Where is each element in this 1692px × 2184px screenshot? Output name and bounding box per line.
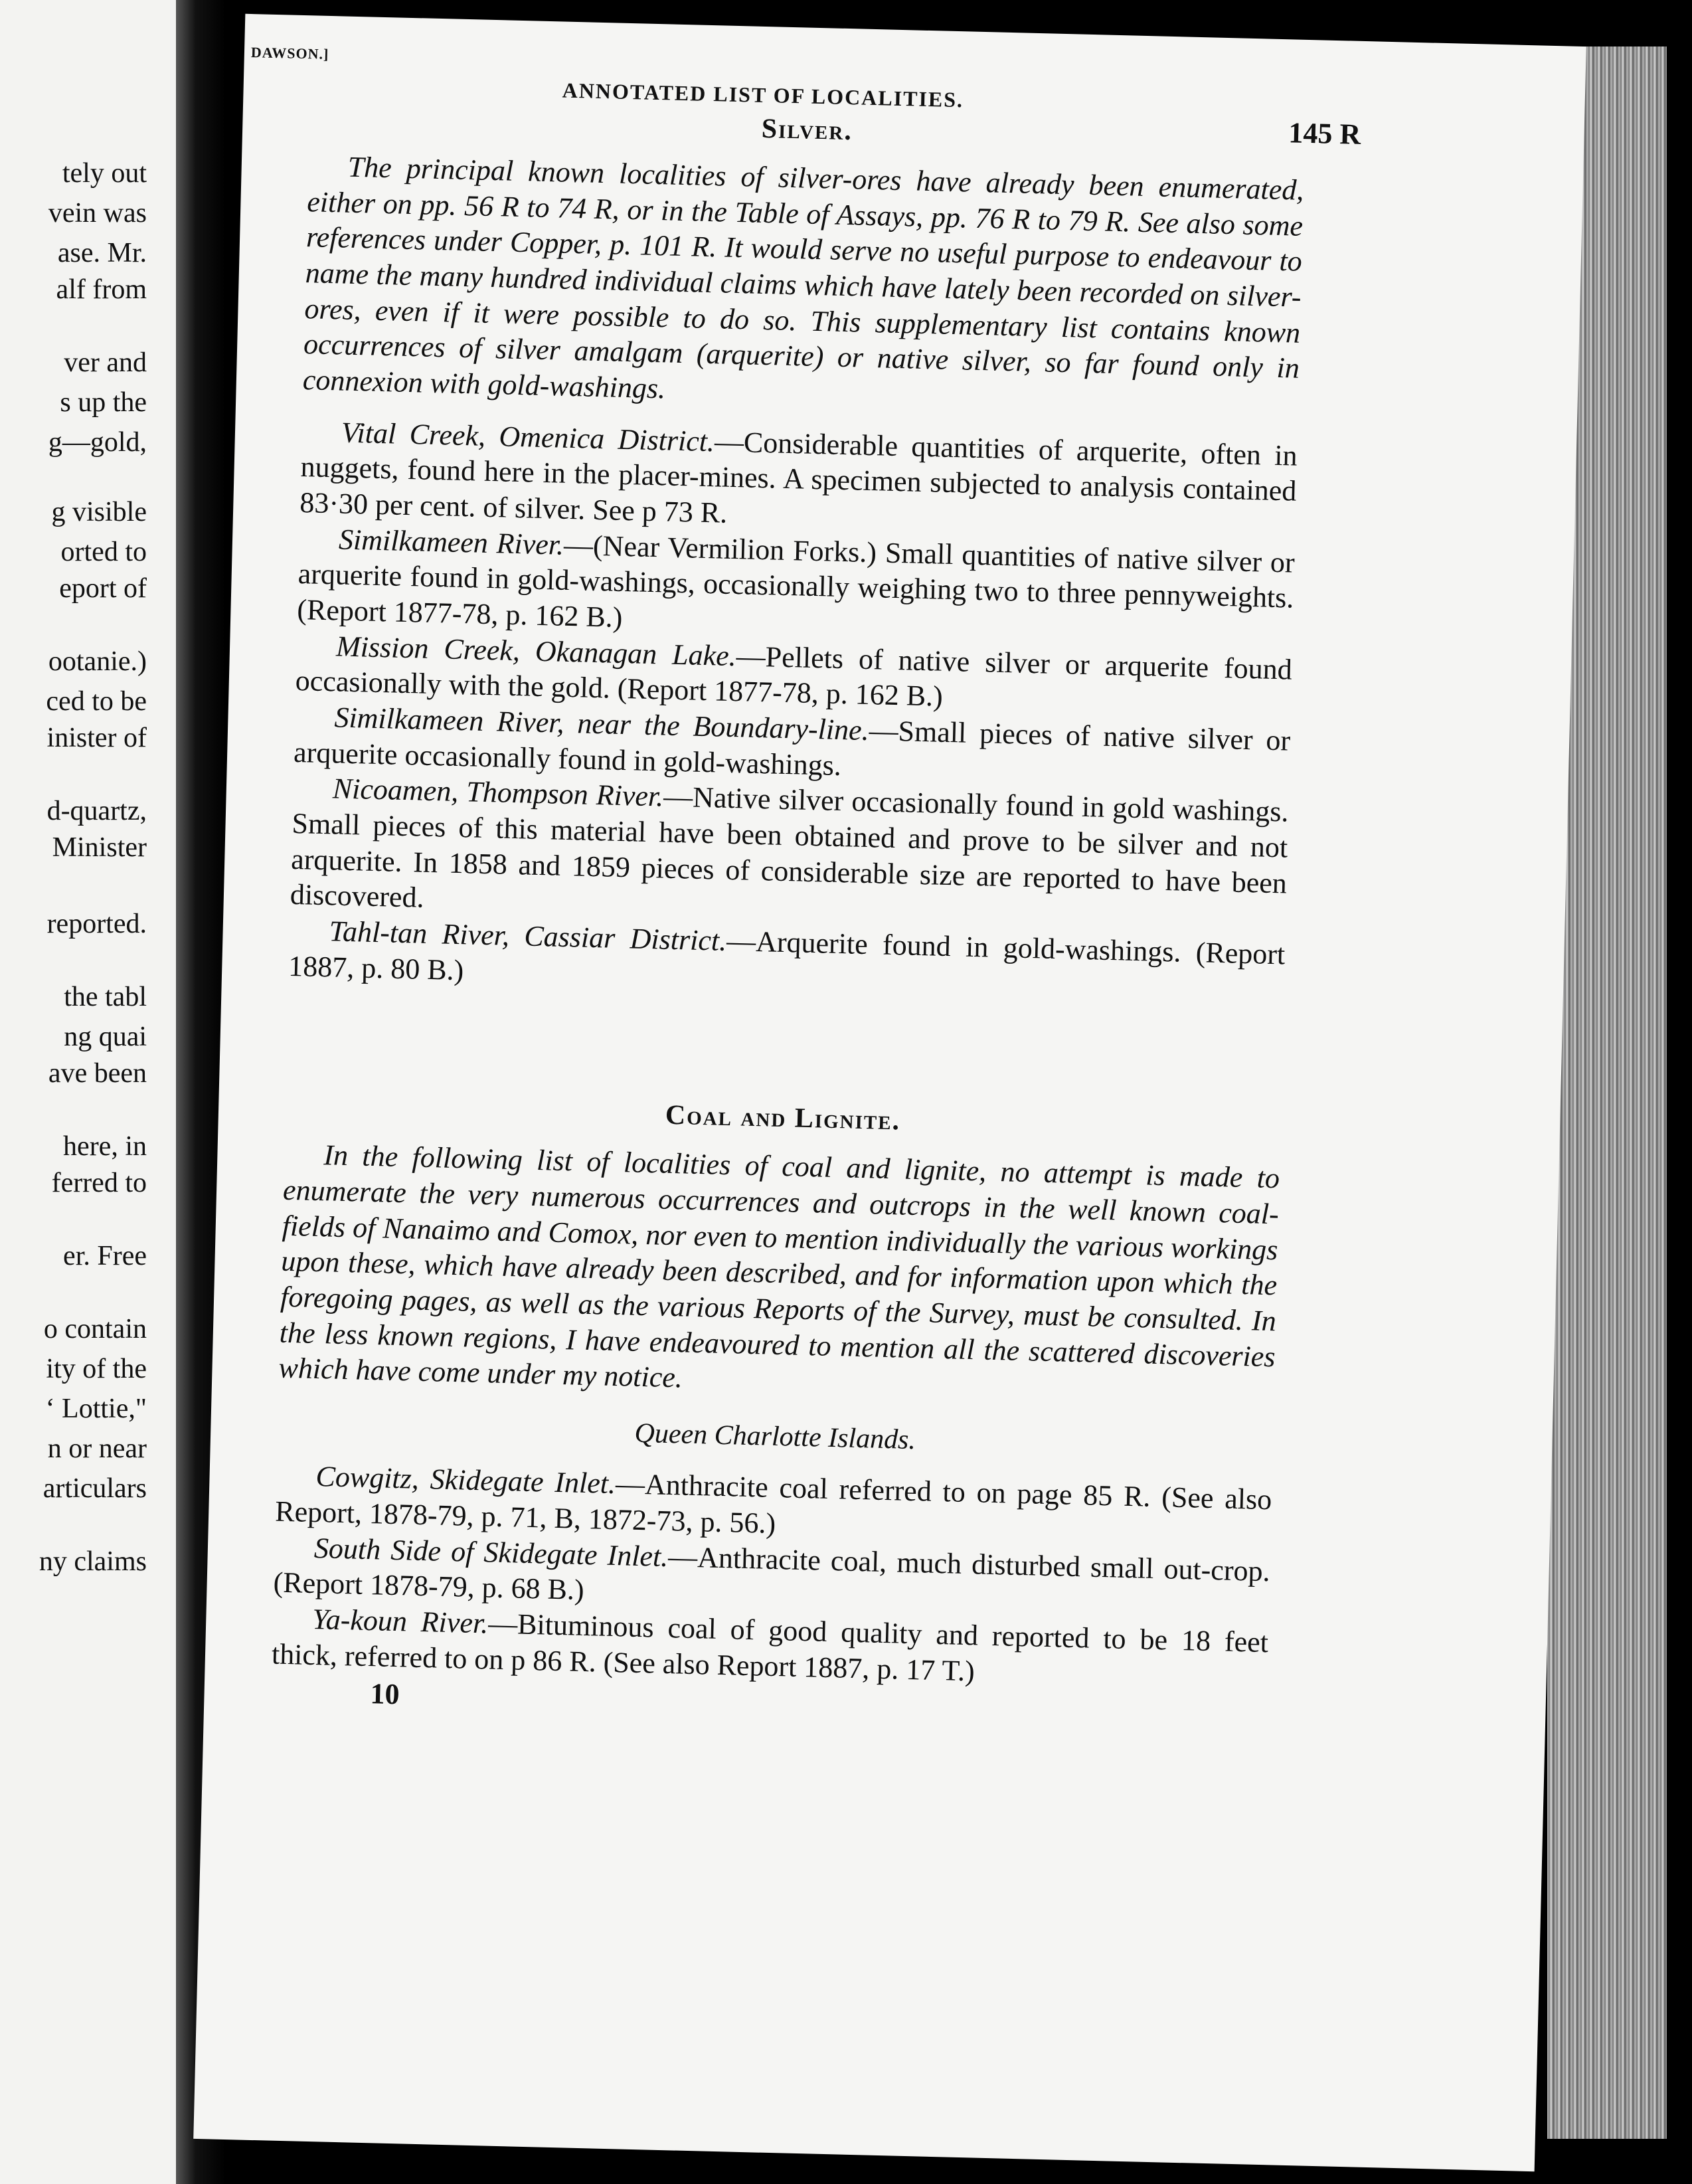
author-header: DAWSON.] — [250, 44, 329, 62]
facing-page-text-fragment: vein was — [48, 198, 147, 228]
facing-page-text-fragment: alf from — [56, 274, 147, 305]
signature-mark: 10 — [370, 1677, 400, 1711]
book-page — [193, 14, 1586, 2171]
facing-page-text-fragment: the tabl — [64, 982, 147, 1012]
locality-name: Nicoamen, Thompson River. — [332, 772, 664, 813]
locality-description: —Pellets of native silver or arquerite found occasionally with the gold. (Report 1877-78, p. 162 B.) — [295, 639, 1293, 713]
facing-page-text-fragment: ase. Mr. — [57, 238, 147, 268]
locality-name: Vital Creek, Omenica District. — [341, 416, 715, 458]
facing-page-text-fragment: here, in — [63, 1131, 147, 1162]
facing-page-text-fragment: ity of the — [46, 1354, 147, 1384]
facing-page-text-fragment: articulars — [42, 1473, 147, 1504]
facing-page-text-fragment: d-quartz, — [46, 796, 147, 826]
facing-page-text-fragment: ootanie.) — [48, 646, 147, 677]
facing-page-text-fragment: o contain — [43, 1314, 147, 1344]
locality-description: —Bituminous coal of good quality and reported to be 18 feet thick, referred to on p 86 R. (See also Report 1887, p. 17 T.) — [271, 1607, 1269, 1687]
section-title-coal: Coal and Lignite. — [665, 1100, 901, 1137]
facing-page-text-fragment: ave been — [48, 1058, 147, 1089]
facing-page-text-fragment: n or near — [47, 1433, 147, 1464]
running-title: ANNOTATED LIST OF LOCALITIES. — [562, 78, 964, 112]
locality-name: Cowgitz, Skidegate Inlet. — [315, 1460, 616, 1501]
facing-page-text-fragment: ‘ Lottie," — [45, 1394, 147, 1424]
locality-description: —Native silver occasionally found in gold washings. Small pieces of this material have been obtained and prove to be silver and not arquerite. In 1858 and 1859 pieces of considerable size are reported to have been discovered. — [290, 780, 1290, 915]
locality-description: —Small pieces of native silver or arquerite occasionally found in gold-washings. — [293, 714, 1291, 782]
facing-page-text-fragment: reported. — [46, 909, 147, 939]
locality-description: —Considerable quantities of arquerite, often in nuggets, found here in the placer-mines. A specimen subjected to analysis contained 83·30 per cent. of silver. See p 73 R. — [299, 424, 1298, 529]
silver-entry — [290, 770, 1289, 937]
facing-page-text-fragment: er. Free — [63, 1241, 147, 1271]
facing-page-text-fragment: s up the — [60, 387, 147, 418]
subsection-title: Queen Charlotte Islands. — [634, 1417, 916, 1456]
facing-page-text-fragment: g visible — [51, 497, 147, 527]
locality-description: —(Near Vermilion Forks.) Small quantities of native silver or arquerite found in gold-washings, occasionally weighing two to three pennyweights. (Report 1877-78, p. 162 B.) — [296, 528, 1296, 634]
locality-name: South Side of Skidegate Inlet. — [313, 1531, 669, 1573]
facing-page-text-fragment: inister of — [46, 723, 147, 753]
coal-entries — [271, 1458, 1272, 1696]
facing-page-text-fragment: eport of — [59, 573, 147, 604]
facing-page-text-fragment: ver and — [64, 347, 147, 378]
locality-name: Mission Creek, Okanagan Lake. — [335, 630, 737, 672]
locality-name: Similkameen River. — [338, 523, 564, 561]
facing-page-text-fragment: ferred to — [51, 1168, 147, 1198]
silver-entries — [288, 414, 1298, 1008]
locality-description: —Anthracite coal, much disturbed small out-crop. (Report 1878-79, p. 68 B.) — [273, 1540, 1271, 1607]
facing-page-text-fragment: ced to be — [46, 686, 147, 717]
page-number: 145 R — [1288, 116, 1361, 151]
locality-name: Tahl-tan River, Cassiar District. — [329, 915, 727, 958]
locality-description: —Anthracite coal referred to on page 85 R. (See also Report, 1878-79, p. 71, B, 1872-73, p. 56.) — [274, 1467, 1272, 1540]
facing-page-text-fragment: Minister — [52, 832, 147, 863]
facing-page-text-fragment: g—gold, — [48, 427, 147, 458]
facing-page-text-fragment: ny claims — [39, 1546, 147, 1577]
coal-intro: In the following list of localities of coal and lignite, no attempt is made to enumerate the very numerous occurrences and outcrops in the well known coal-fields of Nanaimo and Comox, nor even to mention individually the various workings upon these, which have already been described, and for information upon which the foregoing pages, as well as the various Reports of the Survey, must be consulted. In the less known regions, I have endeavoured to mention all the scattered discoveries which have come under my notice. — [278, 1138, 1280, 1394]
locality-description: —Arquerite found in gold-washings. (Report 1887, p. 80 B.) — [288, 925, 1286, 987]
page-body — [270, 102, 1306, 1732]
silver-intro: The principal known localities of silver-ores have already been enumerated, either on pp. 56 R to 74 R, or in the Table of Assays, pp. 76 R to 79 R. See also some references under Copper, p. 101 R. It would serve no useful purpose to endeavour to name the many hundred individual claims which have lately been recorded on silver-ores, even if it were possible to do so. This supplementary list contains known occurrences of silver amalgam (arquerite) or native silver, so far found only in connexion with gold-washings. — [302, 150, 1304, 405]
facing-page — [0, 0, 176, 2184]
facing-page-text-fragment: orted to — [60, 537, 147, 567]
facing-page-text-fragment: ng quai — [64, 1022, 147, 1052]
facing-page-text-fragment: tely out — [62, 158, 147, 189]
locality-name: Similkameen River, near the Boundary-line. — [333, 701, 870, 747]
locality-name: Ya-koun River. — [311, 1602, 489, 1640]
section-title-silver: Silver. — [761, 113, 853, 147]
